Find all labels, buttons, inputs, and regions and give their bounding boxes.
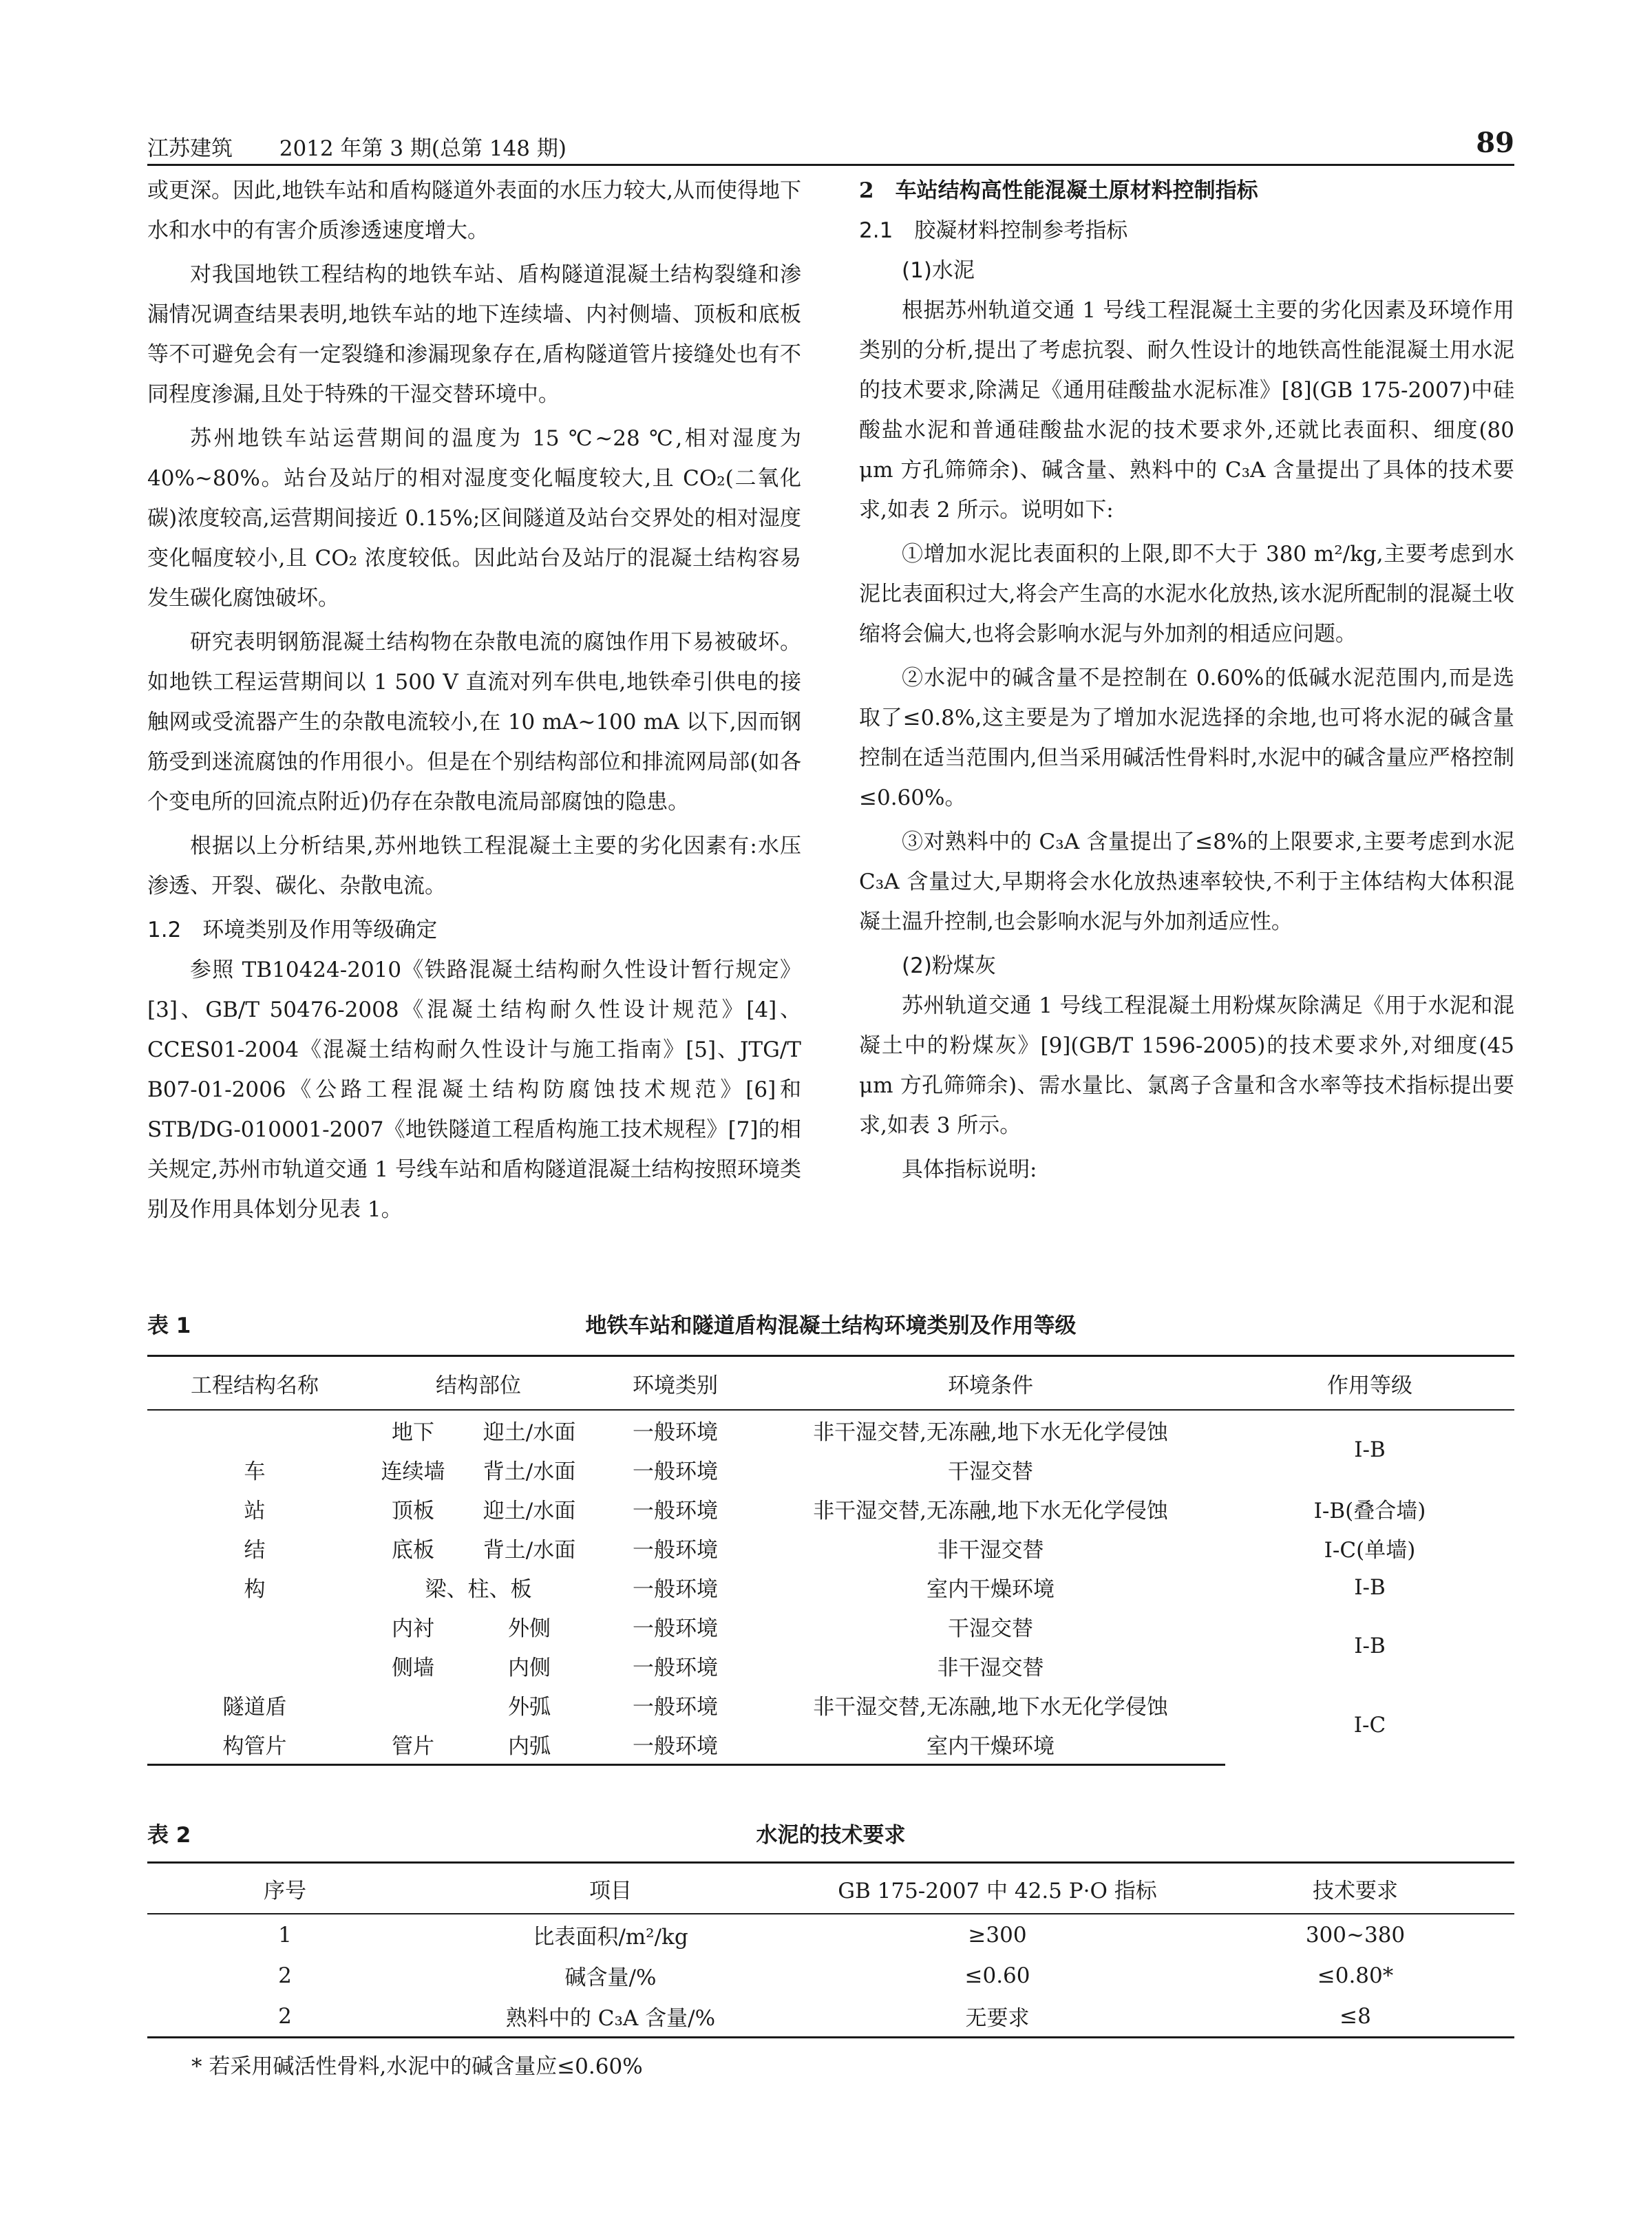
- paragraph: 研究表明钢筋混凝土结构物在杂散电流的腐蚀作用下易被破坏。如地铁工程运营期间以 1 500 V 直流对列车供电,地铁牵引供电的接触网或受流器产生的杂散电流较小,在 10 mA~100 mA 以下,因而钢筋受到迷流腐蚀的作用很小。但是在个别结构部位和排流网局部(如各个变电所的回流点附近)仍存在杂散电流局部腐蚀的隐患。: [147, 630, 801, 814]
- table2-number: 表 2: [147, 1823, 191, 1848]
- table-row: [147, 1568, 1514, 1607]
- table-cell: 非干湿交替: [937, 1656, 1044, 1680]
- table-header: 环境类别: [595, 1356, 756, 1411]
- table-cell: [147, 1410, 362, 1450]
- table-cell: 背土/水面: [483, 1459, 576, 1484]
- table-cell: ≤0.60: [964, 1963, 1030, 1988]
- table-cell: 顶板: [392, 1499, 434, 1523]
- table-cell: 一般环境: [633, 1499, 718, 1523]
- table-cell: 构: [244, 1577, 266, 1602]
- table-row: [147, 1489, 1514, 1528]
- table-cell: 梁、柱、板: [425, 1577, 532, 1602]
- table-cell: 一般环境: [633, 1616, 718, 1641]
- page-number: 89: [1476, 127, 1514, 159]
- table-cell: 室内干燥环境: [756, 1724, 1225, 1765]
- table-cell: 非干湿交替,无冻融,地下水无化学侵蚀: [813, 1499, 1168, 1523]
- table-cell: 迎土/水面: [483, 1420, 576, 1445]
- table-row: [147, 1955, 1514, 1996]
- table-row: [147, 1996, 1514, 2038]
- left-column: [147, 171, 801, 1234]
- table-cell: 非干湿交替,无冻融,地下水无化学侵蚀: [813, 1420, 1168, 1445]
- table-header: 技术要求: [1196, 1863, 1514, 1914]
- item-heading: (1)水泥: [859, 258, 975, 283]
- table-header: 项目: [423, 1863, 798, 1914]
- table-cell: 管片: [362, 1724, 464, 1765]
- table-row: [147, 1410, 1514, 1450]
- table-cell: 室内干燥环境: [926, 1577, 1055, 1602]
- paragraph: 具体指标说明:: [902, 1157, 1037, 1182]
- table-header-row: [147, 1863, 1514, 1914]
- table-cell: 一般环境: [633, 1538, 718, 1563]
- table-cell: 非干湿交替,无冻融,地下水无化学侵蚀: [813, 1695, 1168, 1720]
- table-cell: [147, 1646, 362, 1685]
- table-row: [147, 1607, 1514, 1646]
- table-cell: [147, 1607, 362, 1646]
- table-cell: ≤8: [1196, 1996, 1514, 2038]
- paragraph: 根据以上分析结果,苏州地铁工程混凝土主要的劣化因素有:水压渗透、开裂、碳化、杂散电流。: [147, 834, 801, 898]
- subsection-heading: 2.1 胶凝材料控制参考指标: [859, 218, 1128, 243]
- table-cell: 内衬: [392, 1616, 434, 1641]
- item-heading: (2)粉煤灰: [859, 953, 996, 978]
- table-cell: 车: [244, 1459, 266, 1484]
- table-cell: 干湿交替: [948, 1616, 1033, 1641]
- table-header-row: [147, 1356, 1514, 1411]
- issue-info: 2012 年第 3 期(总第 148 期): [279, 136, 566, 161]
- table-cell: [362, 1685, 464, 1724]
- table-cell: I-C(单墙): [1324, 1538, 1416, 1563]
- table-cell: 比表面积/m²/kg: [533, 1925, 688, 1950]
- table1: [147, 1355, 1514, 1766]
- table-cell: 无要求: [798, 1996, 1196, 2038]
- table-header: 环境条件: [756, 1356, 1225, 1411]
- table-header: 序号: [147, 1863, 423, 1914]
- table-cell: 一般环境: [633, 1695, 718, 1720]
- table-cell: 隧道盾: [222, 1695, 287, 1720]
- table-header: 结构部位: [362, 1356, 595, 1411]
- paragraph: 苏州地铁车站运营期间的温度为 15 ℃~28 ℃,相对湿度为 40%~80%。站台及站厅的相对湿度变化幅度较大,且 CO₂(二氧化碳)浓度较高,运营期间接近 0.15%;区间隧道及站台交界处的相对湿度变化幅度较小,且 CO₂ 浓度较低。因此站台及站厅的混凝土结构容易发生碳化腐蚀破坏。: [147, 426, 801, 611]
- table-cell: ≥300: [968, 1922, 1027, 1948]
- table-cell: 外侧: [508, 1616, 551, 1641]
- journal-name: 江苏建筑: [147, 136, 233, 161]
- paragraph: 苏州轨道交通 1 号线工程混凝土用粉煤灰除满足《用于水泥和混凝土中的粉煤灰》[9](GB/T 1596-2005)的技术要求外,对细度(45 μm 方孔筛筛余)、需水量比、氯离子含量和含水率等技术指标提出要求,如表 3 所示。: [859, 993, 1514, 1138]
- table-header: 工程结构名称: [147, 1356, 362, 1411]
- table-cell: 站: [244, 1499, 266, 1523]
- table-cell: 碱含量/%: [564, 1965, 657, 1990]
- table-header: GB 175-2007 中 42.5 P·O 指标: [798, 1863, 1196, 1914]
- table-cell: 地下: [392, 1420, 434, 1445]
- table-cell: I-B(叠合墙): [1313, 1499, 1426, 1523]
- table-cell: 背土/水面: [483, 1538, 576, 1563]
- table-cell: 1: [278, 1922, 292, 1948]
- table-cell: 结: [244, 1538, 266, 1563]
- paragraph: ①增加水泥比表面积的上限,即不大于 380 m²/kg,主要考虑到水泥比表面积过大,将会产生高的水泥水化放热,该水泥所配制的混凝土收缩将会偏大,也将会影响水泥与外加剂的相适应问题。: [859, 542, 1514, 646]
- table-cell: 2: [278, 1963, 292, 1988]
- table-cell: 构管片: [147, 1724, 362, 1765]
- table-cell: I-B: [1354, 1634, 1386, 1658]
- table2: [147, 1861, 1514, 2038]
- table-row: [147, 1914, 1514, 1955]
- right-column: [859, 171, 1514, 1194]
- table-cell: 300~380: [1305, 1922, 1406, 1948]
- table-cell: 内侧: [508, 1656, 551, 1680]
- paragraph: ③对熟料中的 C₃A 含量提出了≤8%的上限要求,主要考虑到水泥 C₃A 含量过大,早期将会水化放热速率较快,不利于主体结构大体积混凝土温升控制,也会影响水泥与外加剂适应性。: [859, 830, 1514, 934]
- paragraph: 根据苏州轨道交通 1 号线工程混凝土主要的劣化因素及环境作用类别的分析,提出了考虑抗裂、耐久性设计的地铁高性能混凝土用水泥的技术要求,除满足《通用硅酸盐水泥标准》[8](GB 175-2007)中硅酸盐水泥和普通硅酸盐水泥的技术要求外,还就比表面积、细度(80 μm 方孔筛筛余)、碱含量、熟料中的 C₃A 含量提出了具体的技术要求,如表 2 所示。说明如下:: [859, 298, 1514, 523]
- table1-caption: 地铁车站和隧道盾构混凝土结构环境类别及作用等级: [585, 1313, 1077, 1338]
- table-cell: 干湿交替: [948, 1459, 1033, 1484]
- table-cell: 一般环境: [633, 1459, 718, 1484]
- paragraph: 或更深。因此,地铁车站和盾构隧道外表面的水压力较大,从而使得地下水和水中的有害介质渗透速度增大。: [147, 178, 801, 243]
- table2-note: * 若采用碱活性骨料,水泥中的碱含量应≤0.60%: [191, 2054, 643, 2079]
- table-cell: 连续墙: [381, 1459, 445, 1484]
- table-cell: 非干湿交替: [937, 1538, 1044, 1563]
- paragraph: 对我国地铁工程结构的地铁车站、盾构隧道混凝土结构裂缝和渗漏情况调查结果表明,地铁车站的地下连续墙、内衬侧墙、顶板和底板等不可避免会有一定裂缝和渗漏现象存在,盾构隧道管片接缝处也有不同程度渗漏,且处于特殊的干湿交替环境中。: [147, 262, 801, 407]
- table-cell: 一般环境: [633, 1577, 718, 1602]
- table-row: [147, 1528, 1514, 1568]
- section-heading: 2 车站结构高性能混凝土原材料控制指标: [859, 178, 1258, 203]
- table-header: 作用等级: [1225, 1356, 1514, 1411]
- running-header: [147, 129, 1514, 166]
- table-cell: I-B: [1354, 1437, 1386, 1462]
- table-cell: 熟料中的 C₃A 含量/%: [423, 1996, 798, 2038]
- journal-issue: [147, 131, 566, 162]
- table-cell: 底板: [392, 1538, 434, 1563]
- table2-caption: 水泥的技术要求: [756, 1823, 906, 1848]
- table-cell: 外弧: [508, 1695, 551, 1720]
- table-cell: 内弧: [464, 1724, 595, 1765]
- table-cell: 一般环境: [633, 1656, 718, 1680]
- table-row: [147, 1685, 1514, 1724]
- section-heading: 1.2 环境类别及作用等级确定: [147, 918, 438, 942]
- table-cell: 一般环境: [595, 1724, 756, 1765]
- table-cell: 迎土/水面: [483, 1499, 576, 1523]
- table-cell: ≤0.80*: [1317, 1963, 1394, 1988]
- table1-number: 表 1: [147, 1313, 191, 1338]
- paragraph: 参照 TB10424-2010《铁路混凝土结构耐久性设计暂行规定》[3]、GB/T 50476-2008《混凝土结构耐久性设计规范》[4]、CCES01-2004《混凝土结构耐久性设计与施工指南》[5]、JTG/T B07-01-2006《公路工程混凝土结构防腐蚀技术规范》[6]和 STB/DG-010001-2007《地铁隧道工程盾构施工技术规程》[7]的相关规定,苏州市轨道交通 1 号线车站和盾构隧道混凝土结构按照环境类别及作用具体划分见表 1。: [147, 958, 801, 1222]
- table-cell: 侧墙: [392, 1656, 434, 1680]
- table-cell: I-C: [1353, 1712, 1386, 1738]
- table-cell: 一般环境: [633, 1420, 718, 1445]
- paragraph: ②水泥中的碱含量不是控制在 0.60%的低碱水泥范围内,而是选取了≤0.8%,这主要是为了增加水泥选择的余地,也可将水泥的碱含量控制在适当范围内,但当采用碱活性骨料时,水泥中的碱含量应严格控制≤0.60%。: [859, 666, 1514, 810]
- table-cell: I-B: [1354, 1574, 1386, 1600]
- table-cell: 2: [147, 1996, 423, 2038]
